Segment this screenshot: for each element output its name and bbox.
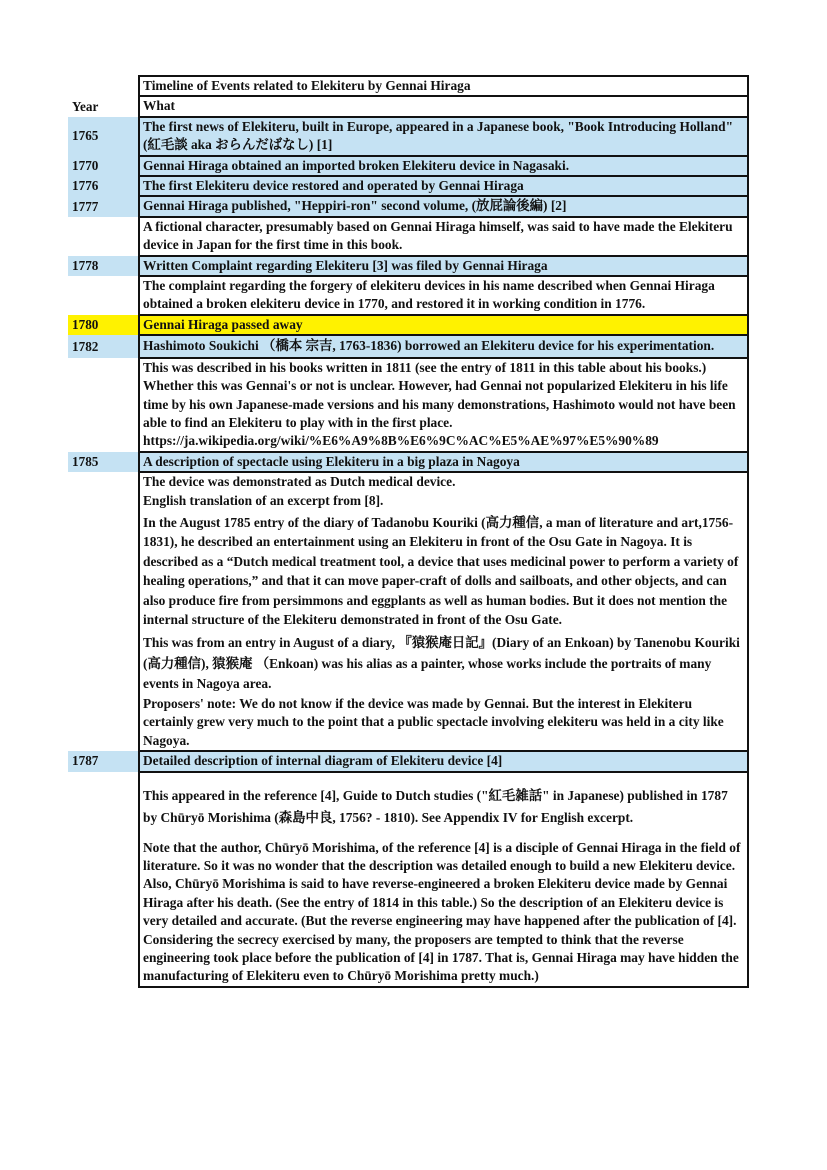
event-cell bbox=[138, 117, 749, 156]
detail-text: Note that the author, Chūryō Morishima, of the reference [4] is a disciple of Gennai Hiraga in the field of literature. So it was no wonder that the description was detailed enough to build a new Elekiteru device. Also, Chūryō Morishima is said to have reverse-engineered a broken Elekiteru device made by Gennai Hiraga after his death. (See the entry of 1814 in this table.) So the description of an Elekiteru device is very detailed and accurate. (But the reverse engineering may have happened after the publication of [4]. Considering the secrecy exercised by many, the proposers are tempted to think that the reverse engineering took place before the publication of [4] in 1787. That is, Gennai Hiraga may have hidden the manufacturing of Elekiteru even to Chūryō Morishima pretty much.) bbox=[143, 839, 741, 984]
table-row-detail bbox=[68, 772, 749, 988]
table-row bbox=[68, 196, 749, 216]
proposers-note: Proposers' note: We do not know if the device was made by Gennai. But the interest in Elekiteru certainly grew very much to the point that a public spectacle involving elekiteru was held in a city like Nagoya. bbox=[143, 695, 724, 748]
detail-text: This was described in his books written in 1811 (see the entry of 1811 in this table about his books.) Whether this was Gennai's or not is unclear. However, had Gennai not popularized Elekiteru in his life time by his own Japanese-made versions and his many demonstrations, Hashimoto would not have been able to find an Elekiteru to play with in the first place. bbox=[143, 359, 736, 430]
table-row bbox=[68, 335, 749, 358]
year-cell: 1765 bbox=[68, 117, 138, 156]
event-cell bbox=[138, 196, 749, 216]
year-cell: 1778 bbox=[68, 256, 138, 276]
header-what: What bbox=[138, 96, 749, 116]
detail-cell bbox=[138, 217, 749, 256]
event-cell bbox=[138, 452, 749, 472]
title-year-cell bbox=[68, 75, 138, 96]
detail-text: In the August 1785 entry of the diary of Tadanobu Kouriki (高力種信, a man of literature and art,1756-1831), he described an entertainment using an Elekiteru in front of the Osu Gate in Nagoya. It is described as a “Dutch medical treatment tool, a device that uses medicinal power to perform a variety of healing operations,” and that it can move paper-craft of dolls and sailboats, and other objects, and can also produce fire from persimmons and eggplants as well as human bodies. But it does not mention the internal structure of the Elekiteru demonstrated in front of the Osu Gate. bbox=[143, 515, 739, 628]
table-row bbox=[68, 117, 749, 156]
title-row bbox=[68, 75, 749, 96]
detail-text: English translation of an excerpt from [8]. bbox=[143, 492, 384, 508]
event-text: Gennai Hiraga passed away bbox=[143, 316, 303, 332]
header-year: Year bbox=[72, 98, 99, 114]
event-cell bbox=[138, 315, 749, 335]
event-cell bbox=[138, 176, 749, 196]
header-row bbox=[68, 96, 749, 116]
table-row-detail bbox=[68, 472, 749, 751]
event-text: Detailed description of internal diagram of Elekiteru device [4] bbox=[143, 753, 503, 769]
wikipedia-link[interactable]: https://ja.wikipedia.org/wiki/%E6%A9%8B%E6%9C%AC%E5%AE%97%E5%90%89 bbox=[143, 433, 659, 449]
year-cell: 1776 bbox=[68, 176, 138, 196]
detail-text: This appeared in the reference [4], Guide to Dutch studies ("紅毛雑話" in Japanese) published in 1787 by Chūryō Morishima (森島中良, 1756? - 1810). See Appendix IV for English excerpt. bbox=[143, 787, 728, 825]
detail-text: A fictional character, presumably based on Gennai Hiraga himself, was said to have made the Elekiteru device in Japan for the first time in this book. bbox=[143, 218, 733, 253]
event-text: Gennai Hiraga published, "Heppiri-ron" second volume, (放屁論後編) [2] bbox=[143, 198, 567, 214]
year-cell-empty bbox=[68, 358, 138, 452]
table-row-highlight bbox=[68, 315, 749, 335]
event-text: Hashimoto Soukichi （橋本 宗吉, 1763-1836) borrowed an Elekiteru device for his experimentation. bbox=[143, 338, 715, 354]
detail-cell bbox=[138, 358, 749, 452]
table-title: Timeline of Events related to Elekiteru by Gennai Hiraga bbox=[138, 75, 749, 96]
year-cell-empty bbox=[68, 217, 138, 256]
event-text: Gennai Hiraga obtained an imported broken Elekiteru device in Nagasaki. bbox=[143, 157, 570, 173]
detail-cell bbox=[138, 276, 749, 315]
table-row bbox=[68, 751, 749, 771]
table-row bbox=[68, 256, 749, 276]
event-cell bbox=[138, 335, 749, 358]
timeline-table bbox=[68, 75, 749, 988]
year-cell-empty bbox=[68, 472, 138, 751]
detail-text: The device was demonstrated as Dutch medical device. bbox=[143, 474, 456, 490]
year-cell: 1785 bbox=[68, 452, 138, 472]
detail-cell bbox=[138, 472, 749, 751]
detail-text: This was from an entry in August of a diary, 『猿猴庵日記』(Diary of an Enkoan) by Tanenobu Kouriki (高力種信), 猿猴庵 （Enkoan) was his alias as a painter, whose works include the portraits of many events in Nagoya area. bbox=[143, 635, 740, 692]
table-row-detail bbox=[68, 358, 749, 452]
event-cell bbox=[138, 156, 749, 176]
detail-cell bbox=[138, 772, 749, 988]
table-row bbox=[68, 452, 749, 472]
event-text: A description of spectacle using Elekiteru in a big plaza in Nagoya bbox=[143, 453, 520, 469]
event-cell bbox=[138, 751, 749, 771]
event-cell bbox=[138, 256, 749, 276]
table-row bbox=[68, 176, 749, 196]
table-row-detail bbox=[68, 217, 749, 256]
year-cell: 1780 bbox=[68, 315, 138, 335]
detail-text: The complaint regarding the forgery of elekiteru devices in his name described when Gennai Hiraga obtained a broken elekiteru device in 1770, and restored it in working condition in 1776. bbox=[143, 278, 715, 312]
year-cell: 1782 bbox=[68, 335, 138, 358]
year-cell-empty bbox=[68, 772, 138, 988]
event-text: Written Complaint regarding Elekiteru [3] was filed by Gennai Hiraga bbox=[143, 257, 548, 273]
year-cell-empty bbox=[68, 276, 138, 315]
event-text: The first Elekiteru device restored and operated by Gennai Hiraga bbox=[143, 178, 524, 194]
year-cell: 1787 bbox=[68, 751, 138, 771]
table-row bbox=[68, 156, 749, 176]
event-text: The first news of Elekiteru, built in Europe, appeared in a Japanese book, "Book Introducing Holland" (紅毛談 aka おらんだばなし) [1] bbox=[143, 118, 734, 153]
table-row-detail bbox=[68, 276, 749, 315]
year-cell: 1777 bbox=[68, 196, 138, 216]
year-cell: 1770 bbox=[68, 156, 138, 176]
